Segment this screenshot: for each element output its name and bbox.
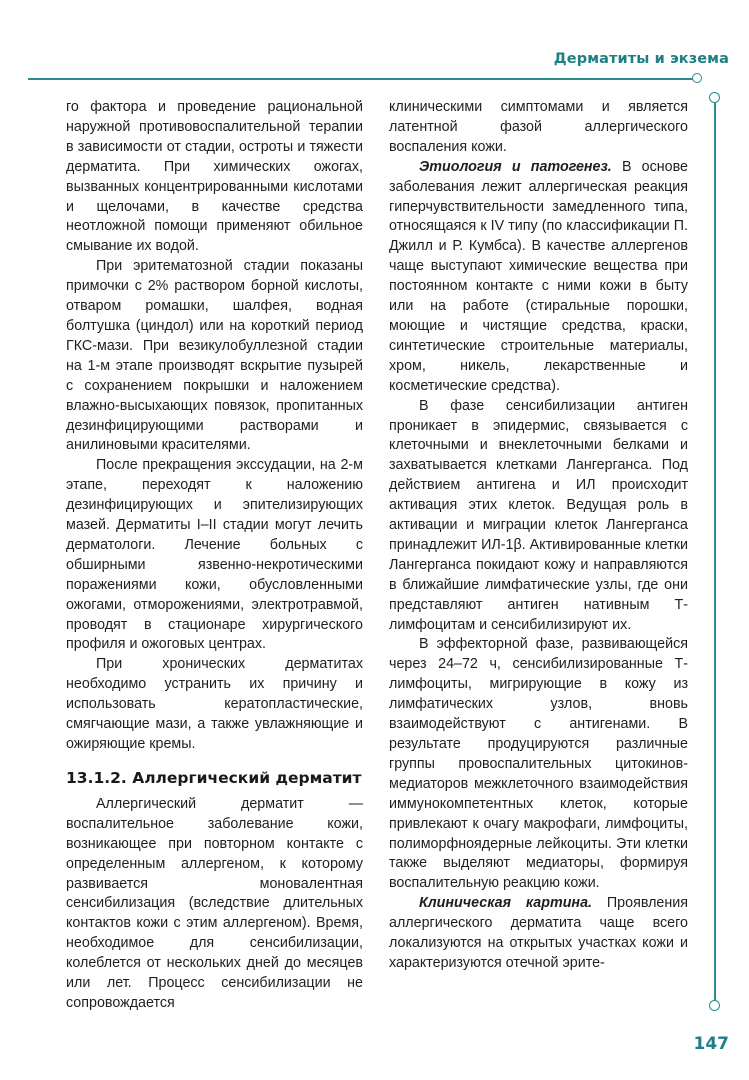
right-column [389, 98, 688, 974]
paragraph: клиническими симптомами и является латентной фазой аллергического воспаления кожи. [389, 99, 688, 155]
margin-rule-top-dot [709, 92, 720, 103]
paragraph-lead: Клиническая картина. [419, 895, 592, 912]
margin-rule-bottom-dot [709, 1000, 720, 1011]
header-rule [28, 78, 696, 80]
page-number: 147 [693, 1034, 729, 1054]
paragraph: го фактора и проведение рациональной наружной противовоспалительной терапии в зависимости от стадии, остроты и тяжести дерматита. При химических ожогах, вызванных концентрированными кислотами и щелочами, в качестве средства неотложной помощи применяют обильное смывание их водой. [66, 99, 363, 255]
paragraph: При эритематозной стадии показаны примочки с 2% раствором борной кислоты, отваром ромашки, шалфея, водная болтушка (циндол) или на короткий период ГКС-мази. При везикулобуллезной стадии на 1-м этапе производят вскрытие пузырей с сохранением покрышки и наложением влажно-высыхающих повязок, пропитанных дезинфицирующими растворами и анилиновыми красителями. [66, 258, 363, 454]
paragraph: После прекращения экссудации, на 2-м этапе, переходят к наложению дезинфицирующих и эпителизирующих мазей. Дерматиты I–II стадии могут лечить дерматологи. Лечение больных с обширными язвенно-некротическими поражениями кожи, обусловленными ожогами, отморожениями, электротравмой, проводят в стационаре хирургического профиля и ожоговых центрах. [66, 457, 363, 653]
header-rule-end-dot [692, 73, 702, 83]
paragraph [389, 894, 688, 974]
margin-vertical-rule [714, 102, 716, 1002]
left-column [66, 98, 363, 1014]
section-heading: 13.1.2. Аллергический дерматит [66, 768, 362, 787]
paragraph: В эффекторной фазе, развивающейся через 24–72 ч, сенсибилизированные Т-лимфоциты, мигрирующие в кожу из лимфатических узлов, вновь взаимодействуют с антигенами. В результате продуцируются различные группы провоспалительных цитокинов-медиаторов межклеточного взаимодействия иммунокомпетентных клеток, которые привлекают к очагу макрофаги, лимфоциты, полиморфноядерные лейкоциты. Эти клетки также выделяют медиаторы, формируя воспалительную реакцию кожи. [389, 636, 688, 892]
running-title: Дерматиты и экзема [553, 51, 729, 67]
paragraph [389, 158, 688, 397]
paragraph: Аллергический дерматит — воспалительное заболевание кожи, возникающее при повторном контакте с определенным аллергеном, к которому развивается моновалентная сенсибилизация (вследствие длительных контактов кожи с этим аллергеном). Время, необходимое для сенсибилизации, колеблется от нескольких дней до месяцев или лет. Процесс сенсибилизации не сопровождается [66, 795, 363, 1011]
paragraph: В фазе сенсибилизации антиген проникает в эпидермис, связывается с клеточными и внеклеточными белками и захватывается клетками Лангерганса. Под действием антигена и ИЛ происходит активация этих клеток. Ведущая роль в активации и миграции клеток Лангерганса принадлежит ИЛ-1β. Активированные клетки Лангерганса покидают кожу и направляются в ближайшие лимфатические узлы, где они представляют антиген нативным Т-лимфоцитам и сенсибилизируют их. [389, 397, 688, 633]
paragraph-body: В основе заболевания лежит аллергическая реакция гиперчувствительности замедленного типа, относящаяся к IV типу (по классификации П. Джилл и Р. Кумбса). В качестве аллергенов чаще выступают химические вещества при постоянном контакте с ними кожи в быту или на работе (стиральные порошки, моющие и чистящие средства, краски, синтетические строительные материалы, хром, никель, лекарственные и косметические средства). [389, 158, 688, 394]
paragraph: При хронических дерматитах необходимо устранить их причину и использовать кератопластические, смягчающие мази, а также увлажняющие и ожиряющие кремы. [66, 656, 363, 752]
paragraph-lead: Этиология и патогенез. [419, 158, 612, 175]
paragraph-body: Проявления аллергического дерматита чаще всего локализуются на открытых участках кожи и характеризуются отечной эрите- [389, 895, 688, 971]
